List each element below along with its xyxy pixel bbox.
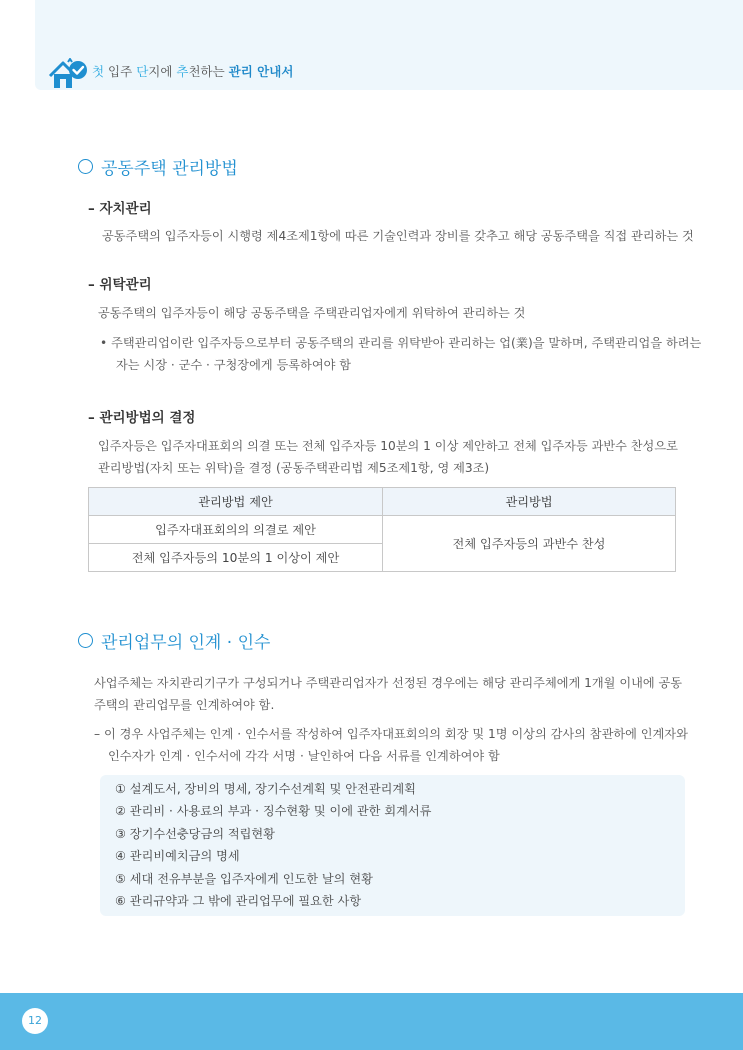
subheading-decision: – 관리방법의 결정 bbox=[88, 410, 196, 426]
list-item: ④ 관리비예치금의 명세 bbox=[115, 849, 240, 863]
management-method-table bbox=[88, 487, 676, 572]
table-header-row bbox=[89, 488, 676, 516]
decision-text-line2: 관리방법(자치 또는 위탁)을 결정 (공동주택관리법 제5조제1항, 영 제3조) bbox=[98, 461, 490, 475]
table-row bbox=[89, 516, 676, 544]
subheading-consign-management: – 위탁관리 bbox=[88, 277, 152, 293]
consign-management-text: 공동주택의 입주자등이 해당 공동주택을 주택관리업자에게 위탁하여 관리하는 것 bbox=[98, 306, 526, 320]
section-title-text: 관리업무의 인계 · 인수 bbox=[101, 633, 271, 653]
table-cell: 전체 입주자등의 10분의 1 이상이 제안 bbox=[89, 544, 383, 572]
consign-bullet-line2: 자는 시장 · 군수 · 구청장에게 등록하여야 함 bbox=[116, 358, 352, 372]
list-item: ③ 장기수선충당금의 적립현황 bbox=[115, 827, 275, 841]
header-title-part: 천하는 bbox=[188, 64, 229, 79]
header-title-part: 단 bbox=[136, 64, 149, 79]
table-cell: 입주자대표회의의 의결로 제안 bbox=[89, 516, 383, 544]
page-number: 12 bbox=[22, 1008, 48, 1034]
section-title-handover bbox=[78, 628, 270, 653]
handover-para-line2: 주택의 관리업무를 인계하여야 함. bbox=[94, 698, 275, 712]
section-title-management-method bbox=[78, 154, 238, 179]
table-header-cell: 관리방법 제안 bbox=[89, 488, 383, 516]
header-title-part: 지에 bbox=[148, 64, 177, 79]
decision-text-line1: 입주자등은 입주자대표회의 의결 또는 전체 입주자등 10분의 1 이상 제안하고 전체 입주자등 과반수 찬성으로 bbox=[98, 439, 678, 453]
header-title-part: 입주 bbox=[104, 64, 137, 79]
section-title-text: 공동주택 관리방법 bbox=[101, 159, 238, 179]
header-title bbox=[92, 62, 293, 80]
header-title-part: 첫 bbox=[92, 64, 105, 79]
document-list-box bbox=[100, 775, 685, 916]
header-title-part: 관리 안내서 bbox=[228, 64, 294, 79]
handover-note-line2: 인수자가 인계 · 인수서에 각각 서명 · 날인하여 다음 서류를 인계하여야 함 bbox=[108, 749, 500, 763]
consign-bullet-line1: • 주택관리업이란 입주자등으로부터 공동주택의 관리를 위탁받아 관리하는 업(業)을 말하며, 주택관리업을 하려는 bbox=[100, 336, 702, 350]
page-footer bbox=[0, 993, 743, 1050]
subheading-self-management: – 자치관리 bbox=[88, 201, 152, 217]
list-item: ⑤ 세대 전유부분을 입주자에게 인도한 날의 현황 bbox=[115, 872, 373, 886]
header-title-part: 추 bbox=[176, 64, 189, 79]
house-check-icon bbox=[48, 58, 88, 90]
list-item: ⑥ 관리규약과 그 밖에 관리업무에 필요한 사항 bbox=[115, 894, 362, 908]
list-item: ① 설계도서, 장비의 명세, 장기수선계획 및 안전관리계획 bbox=[115, 782, 416, 796]
handover-note-line1: – 이 경우 사업주체는 인계 · 인수서를 작성하여 입주자대표회의의 회장 및 1명 이상의 감사의 참관하에 인계자와 bbox=[94, 727, 688, 741]
circle-bullet-icon bbox=[78, 159, 93, 174]
table-header-cell: 관리방법 bbox=[383, 488, 676, 516]
handover-para-line1: 사업주체는 자치관리기구가 구성되거나 주택관리업자가 선정된 경우에는 해당 관리주체에게 1개월 이내에 공동 bbox=[94, 676, 683, 690]
list-item: ② 관리비 · 사용료의 부과 · 징수현황 및 이에 관한 회계서류 bbox=[115, 804, 432, 818]
table-cell-merged: 전체 입주자등의 과반수 찬성 bbox=[383, 516, 676, 572]
self-management-text: 공동주택의 입주자등이 시행령 제4조제1항에 따른 기술인력과 장비를 갖추고 해당 공동주택을 직접 관리하는 것 bbox=[102, 229, 694, 243]
circle-bullet-icon bbox=[78, 633, 93, 648]
